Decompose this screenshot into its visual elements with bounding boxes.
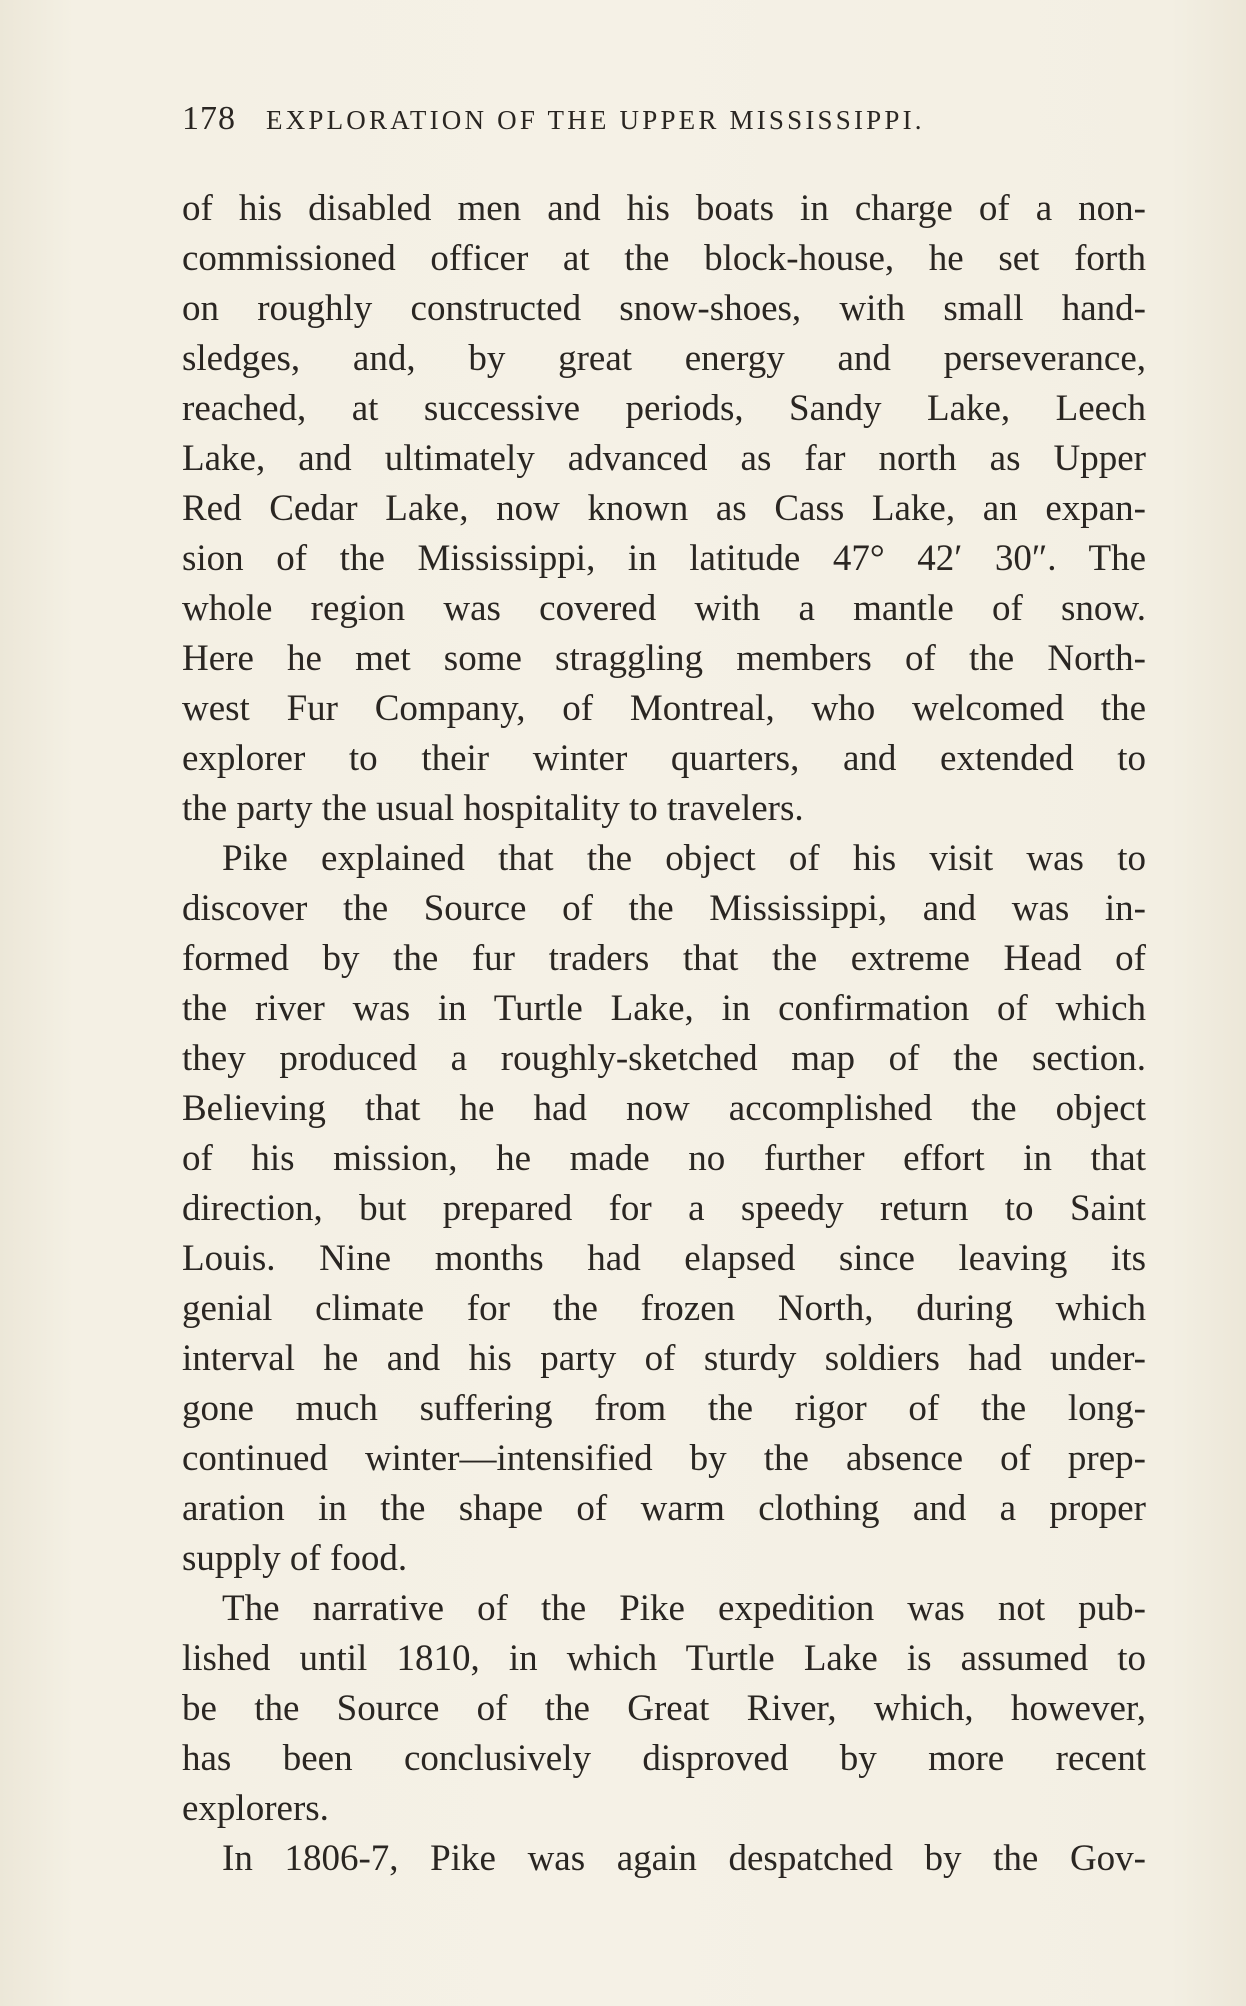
text-line: Red Cedar Lake, now known as Cass Lake, an expan- bbox=[182, 488, 1146, 529]
text-line: of his disabled men and his boats in charge of a non- bbox=[182, 188, 1146, 229]
paragraph-end-line: supply of food. bbox=[182, 1538, 408, 1579]
text-line: aration in the shape of warm clothing and a proper bbox=[182, 1488, 1146, 1529]
text-line: Believing that he had now accomplished the object bbox=[182, 1088, 1146, 1129]
text-line: be the Source of the Great River, which, however, bbox=[182, 1688, 1146, 1729]
text-line: formed by the fur traders that the extreme Head of bbox=[182, 938, 1146, 979]
page-number: 178 bbox=[182, 100, 236, 137]
paragraph-start-line: In 1806-7, Pike was again despatched by the Gov- bbox=[222, 1838, 1146, 1879]
text-line: west Fur Company, of Montreal, who welcomed the bbox=[182, 688, 1146, 729]
text-line: sledges, and, by great energy and perseverance, bbox=[182, 338, 1146, 379]
text-line: genial climate for the frozen North, during which bbox=[182, 1288, 1146, 1329]
text-line: whole region was covered with a mantle of snow. bbox=[182, 588, 1146, 629]
text-line: they produced a roughly-sketched map of the section. bbox=[182, 1038, 1146, 1079]
text-line: direction, but prepared for a speedy return to Saint bbox=[182, 1188, 1146, 1229]
running-head bbox=[182, 100, 1082, 150]
text-line: of his mission, he made no further effort in that bbox=[182, 1138, 1146, 1179]
text-line: reached, at successive periods, Sandy Lake, Leech bbox=[182, 388, 1146, 429]
text-line: explorer to their winter quarters, and extended to bbox=[182, 738, 1146, 779]
text-line: interval he and his party of sturdy soldiers had under- bbox=[182, 1338, 1146, 1379]
text-line: lished until 1810, in which Turtle Lake is assumed to bbox=[182, 1638, 1146, 1679]
paragraph-start-line: Pike explained that the object of his visit was to bbox=[222, 838, 1146, 879]
body-text bbox=[182, 184, 1146, 1884]
text-line: discover the Source of the Mississippi, and was in- bbox=[182, 888, 1146, 929]
paragraph-end-line: the party the usual hospitality to travelers. bbox=[182, 788, 804, 829]
text-line: Here he met some straggling members of the North- bbox=[182, 638, 1146, 679]
text-line: has been conclusively disproved by more recent bbox=[182, 1738, 1146, 1779]
text-line: on roughly constructed snow-shoes, with small hand- bbox=[182, 288, 1146, 329]
text-line: commissioned officer at the block-house, he set forth bbox=[182, 238, 1146, 279]
text-line: Lake, and ultimately advanced as far north as Upper bbox=[182, 438, 1146, 479]
text-line: sion of the Mississippi, in latitude 47° 42′ 30″. The bbox=[182, 538, 1146, 579]
text-line: the river was in Turtle Lake, in confirmation of which bbox=[182, 988, 1146, 1029]
text-line: continued winter—intensified by the absence of prep- bbox=[182, 1438, 1146, 1479]
text-line: gone much suffering from the rigor of the long- bbox=[182, 1388, 1146, 1429]
paragraph-end-line: explorers. bbox=[182, 1788, 329, 1829]
paragraph-start-line: The narrative of the Pike expedition was not pub- bbox=[222, 1588, 1146, 1629]
running-title: EXPLORATION OF THE UPPER MISSISSIPPI. bbox=[266, 105, 925, 135]
text-line: Louis. Nine months had elapsed since leaving its bbox=[182, 1238, 1146, 1279]
